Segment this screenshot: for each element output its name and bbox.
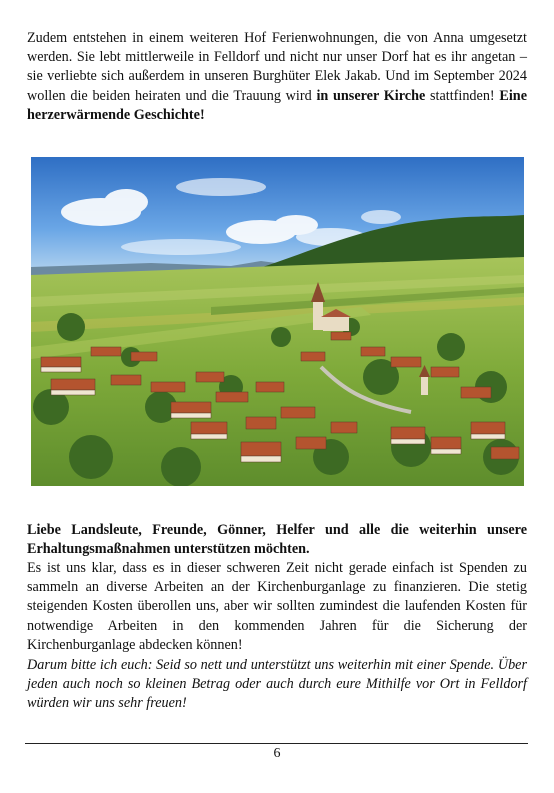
village-aerial-photo <box>31 157 524 486</box>
intro-text-1: Zudem entstehen in einem weiteren Hof Ferienwohnungen, die von Anna umgesetzt werden. Sie lebt mittlerweile in Felldorf und nicht nur unser Dorf hat es ihr angetan – sie verliebte sich außerdem in unseren Burghüter Elek Jakab. Und im September 2024 wollen die beiden heiraten und die Trauung wird <box>27 30 527 104</box>
appeal-closing: Darum bitte ich euch: Seid so nett und unterstützt uns weiterhin mit einer Spende. Über jeden auch noch so kleinen Betrag oder auch durch eure Mithilfe vor Ort in Felldorf würden wir uns sehr freuen! <box>27 657 527 712</box>
intro-bold-church: in unserer Kirche <box>316 87 426 104</box>
page-number: 6 <box>273 746 281 761</box>
intro-bold-story: Eine herzerwärmende Geschichte! <box>27 87 527 123</box>
appeal-body: Es ist uns klar, dass es in dieser schweren Zeit nicht gerade einfach ist Spenden zu sammeln an diverse Arbeiten an der Kirchenburganlage zu finanzieren. Die stetig steigenden Kosten überollen uns, aber wir sollten zumindest die laufenden Kosten für notwendige Arbeiten in den kommenden Jahren für die Sicherung der Kirchenburganlage abdecken können! <box>27 560 527 653</box>
footer-rule <box>25 743 528 744</box>
appeal-heading: Liebe Landsleute, Freunde, Gönner, Helfer und alle die weiterhin unsere Erhaltungsmaßnahmen unterstützen möchten. <box>27 522 527 558</box>
intro-paragraph <box>27 29 527 125</box>
intro-text-2: stattfinden! <box>425 87 500 104</box>
